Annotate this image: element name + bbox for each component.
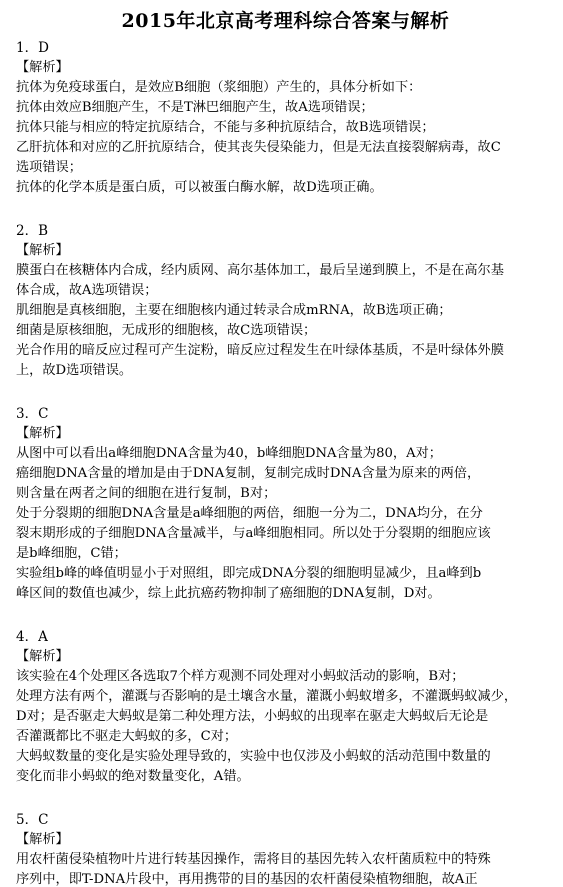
question-number: 4．A [16, 629, 48, 645]
analysis-text-line: 裂末期形成的子细胞DNA含量减半，与a峰细胞相同。所以处于分裂期的细胞应该 [16, 526, 491, 541]
analysis-text-line: 该实验在4个处理区各选取7个样方观测不同处理对小蚂蚁活动的影响，B对； [16, 669, 465, 684]
analysis-text-line: 选项错误； [16, 160, 82, 175]
answer-section [16, 627, 555, 787]
analysis-text-line: 是b峰细胞，C错； [16, 546, 127, 561]
analysis-text-line: 膜蛋白在核糖体内合成，经内质网、高尔基体加工，最后呈递到膜上，不是在高尔基 [16, 263, 504, 278]
analysis-text-line: 抗体的化学本质是蛋白质，可以被蛋白酶水解，故D选项正确。 [16, 180, 383, 195]
analysis-text-line: 序列中，即T-DNA片段中，再用携带的目的基因的农杆菌侵染植物细胞，故A正 [16, 872, 478, 887]
analysis-text-line: 抗体由效应B细胞产生，不是T淋巴细胞产生，故A选项错误； [16, 100, 374, 115]
analysis-text-line: 大蚂蚁数量的变化是实验处理导致的，实验中也仅涉及小蚂蚁的活动范围中数量的 [16, 749, 491, 764]
analysis-label: 【解析】 [16, 243, 69, 258]
analysis-text-line: 从图中可以看出a峰细胞DNA含量为40，b峰细胞DNA含量为80，A对； [16, 446, 442, 461]
analysis-label: 【解析】 [16, 426, 69, 441]
question-number: 1．D [16, 40, 49, 56]
answer-section [16, 38, 555, 198]
analysis-text-line: 用农杆菌侵染植物叶片进行转基因操作，需将目的基因先转入农杆菌质粒中的特殊 [16, 852, 491, 867]
analysis-text-line: D对；是否驱走大蚂蚁是第二种处理方法，小蚂蚁的出现率在驱走大蚂蚁后无论是 [16, 709, 489, 724]
analysis-text-line: 处理方法有两个，灌溉与否影响的是土壤含水量，灌溉小蚂蚁增多，不灌溉蚂蚁减少， [16, 689, 518, 704]
analysis-text-line: 峰区间的数值也减少，综上此抗癌药物抑制了癌细胞的DNA复制，D对。 [16, 586, 441, 601]
analysis-label: 【解析】 [16, 832, 69, 847]
question-number: 2．B [16, 223, 49, 239]
analysis-text-line: 体合成，故A选项错误； [16, 283, 158, 298]
analysis-text-line: 处于分裂期的细胞DNA含量是a峰细胞的两倍，细胞一分为二，DNA均分，在分 [16, 506, 483, 521]
analysis-text-line: 变化而非小蚂蚁的绝对数量变化，A错。 [16, 769, 250, 784]
analysis-text-line: 否灌溉都比不驱走大蚂蚁的多，C对； [16, 729, 238, 744]
analysis-text-line: 光合作用的暗反应过程可产生淀粉，暗反应过程发生在叶绿体基质，不是叶绿体外膜 [16, 343, 504, 358]
analysis-label: 【解析】 [16, 649, 69, 664]
analysis-text-line: 肌细胞是真核细胞，主要在细胞核内通过转录合成mRNA，故B选项正确； [16, 303, 452, 318]
answer-sections [16, 38, 555, 887]
question-number: 5．C [16, 812, 49, 828]
page-title: 2015年北京高考理科综合答案与解析 [121, 10, 450, 32]
analysis-text-line: 抗体只能与相应的特定抗原结合，不能与多种抗原结合，故B选项错误； [16, 120, 435, 135]
analysis-text-line: 则含量在两者之间的细胞在进行复制，B对； [16, 486, 277, 501]
answer-section [16, 221, 555, 381]
answer-section [16, 810, 555, 887]
analysis-text-line: 上，故D选项错误。 [16, 363, 133, 378]
analysis-text-line: 抗体为免疫球蛋白，是效应B细胞（浆细胞）产生的，具体分析如下： [16, 80, 422, 95]
analysis-text-line: 实验组b峰的峰值明显小于对照组，即完成DNA分裂的细胞明显减少，且a峰到b [16, 566, 482, 581]
answer-section [16, 404, 555, 604]
analysis-text-line: 乙肝抗体和对应的乙肝抗原结合，使其丧失侵染能力，但是无法直接裂解病毒，故C [16, 140, 501, 155]
analysis-text-line: 癌细胞DNA含量的增加是由于DNA复制，复制完成时DNA含量为原来的两倍， [16, 466, 481, 481]
analysis-label: 【解析】 [16, 60, 69, 75]
analysis-text-line: 细菌是原核细胞，无成形的细胞核，故C选项错误； [16, 323, 317, 338]
question-number: 3．C [16, 406, 49, 422]
